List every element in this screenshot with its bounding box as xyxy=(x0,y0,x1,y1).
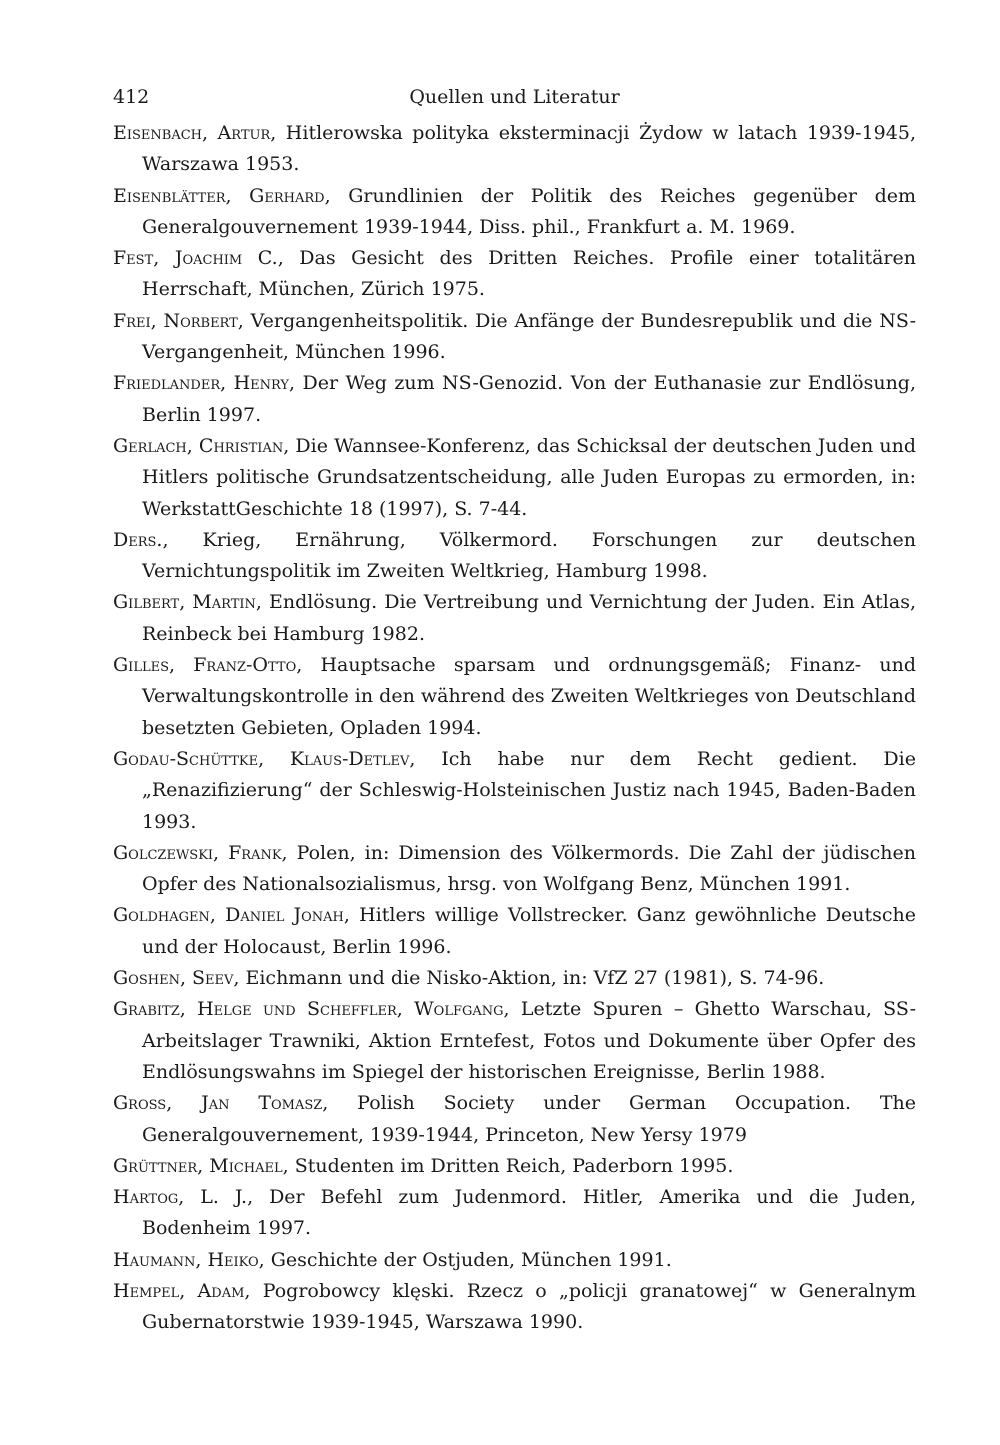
running-title: Quellen und Literatur xyxy=(409,86,620,108)
entry-text: , Ich habe nur dem Recht gedient. Die „Renazifizierung“ der Schleswig-Holsteinischen Justiz nach 1945, Baden-Baden 1993. xyxy=(142,747,916,833)
bibliography-entry xyxy=(113,1245,916,1276)
entry-text: , Eichmann und die Nisko-Aktion, in: VfZ 27 (1981), S. 74-96. xyxy=(233,967,825,990)
bibliography-entry xyxy=(113,118,916,181)
book-page xyxy=(113,78,916,1339)
entry-author: Grabitz, Helge und Scheffler, Wolfgang xyxy=(113,998,504,1021)
entry-author: Eisenblätter, Gerhard xyxy=(113,184,325,207)
bibliography-entry xyxy=(113,587,916,650)
bibliography-entry xyxy=(113,994,916,1088)
bibliography-entry xyxy=(113,525,916,588)
entry-author: Gerlach, Christian xyxy=(113,434,284,457)
entry-text: , Studenten im Dritten Reich, Paderborn 1995. xyxy=(282,1154,734,1177)
bibliography-entry xyxy=(113,181,916,244)
bibliography-entry xyxy=(113,306,916,369)
entry-author: Frei, Norbert xyxy=(113,309,238,332)
bibliography-entry xyxy=(113,431,916,525)
entry-author: Eisenbach, Artur xyxy=(113,122,271,144)
entry-text: , Geschichte der Ostjuden, München 1991. xyxy=(258,1248,672,1271)
bibliography-entry xyxy=(113,1276,916,1339)
bibliography-entry xyxy=(113,963,916,994)
page-number: 412 xyxy=(113,86,150,108)
entry-text: , Polen, in: Dimension des Völkermords. Die Zahl der jüdischen Opfer des Nationalsozialismus, hrsg. von Wolfgang Benz, München 1991. xyxy=(142,841,916,896)
bibliography-entry xyxy=(113,744,916,838)
bibliography-entry xyxy=(113,1088,916,1151)
entry-author: Goshen, Seev xyxy=(113,967,234,990)
entry-author: Friedlander, Henry xyxy=(113,372,290,395)
entry-text: , Hitlers willige Vollstrecker. Ganz gewöhnliche Deutsche und der Holocaust, Berlin 1996. xyxy=(142,904,916,958)
bibliography-entry xyxy=(113,900,916,963)
bibliography-entry xyxy=(113,838,916,901)
bibliography-entry xyxy=(113,1151,916,1182)
running-head xyxy=(113,78,916,118)
entry-author: Goldhagen, Daniel Jonah xyxy=(113,904,344,927)
entry-text: , Hauptsache sparsam und ordnungsgemäß; Finanz- und Verwaltungskontrolle in den während des Zweiten Weltkrieges von Deutschland besetzten Gebieten, Opladen 1994. xyxy=(142,654,916,739)
entry-author: Godau-Schüttke, Klaus-Detlev xyxy=(113,747,410,770)
entry-text: , Der Befehl zum Judenmord. Hitler, Amerika und die Juden, Bodenheim 1997. xyxy=(142,1186,917,1240)
entry-text: , Die Wannsee-Konferenz, das Schicksal der deutschen Juden und Hitlers politische Grundsatzentscheidung, alle Juden Europas zu ermorden, in: WerkstattGeschichte 18 (1997), S. 7-44. xyxy=(142,434,916,520)
bibliography-list xyxy=(113,118,916,1339)
entry-author: Golczewski, Frank xyxy=(113,841,282,864)
entry-text: , Polish Society under German Occupation. The Generalgouvernement, 1939-1944, Princeton, New Yersy 1979 xyxy=(142,1092,916,1146)
entry-author: Ders. xyxy=(113,528,163,551)
entry-author: Hempel, Adam xyxy=(113,1279,245,1302)
entry-author: Fest, Joachim C. xyxy=(113,247,278,270)
entry-author: Haumann, Heiko xyxy=(113,1248,259,1271)
entry-text: , Vergangenheitspolitik. Die Anfänge der Bundesrepublik und die NS-Vergangenheit, München 1996. xyxy=(142,309,916,364)
bibliography-entry xyxy=(113,1182,916,1245)
bibliography-entry xyxy=(113,650,916,744)
entry-text: , Hitlerowska polityka eksterminacji Żydow w latach 1939-1945, Warszawa 1953. xyxy=(142,122,916,176)
entry-author: Grüttner, Michael xyxy=(113,1154,283,1177)
entry-author: Gilbert, Martin xyxy=(113,591,256,614)
bibliography-entry xyxy=(113,243,916,306)
entry-author: Gilles, Franz-Otto xyxy=(113,654,297,677)
entry-text: , Krieg, Ernährung, Völkermord. Forschungen zur deutschen Vernichtungspolitik im Zweiten Weltkrieg, Hamburg 1998. xyxy=(142,528,916,583)
entry-text: , Grundlinien der Politik des Reiches gegenüber dem Generalgouvernement 1939-1944, Diss. phil., Frankfurt a. M. 1969. xyxy=(142,184,916,238)
entry-author: Hartog, L. J. xyxy=(113,1186,248,1209)
entry-text: , Der Weg zum NS-Genozid. Von der Euthanasie zur Endlösung, Berlin 1997. xyxy=(142,372,917,426)
entry-text: , Endlösung. Die Vertreibung und Vernichtung der Juden. Ein Atlas, Reinbeck bei Hamburg 1982. xyxy=(142,591,916,645)
entry-text: , Letzte Spuren – Ghetto Warschau, SS-Arbeitslager Trawniki, Aktion Erntefest, Fotos und Dokumente über Opfer des Endlösungswahns im Spiegel der historischen Ereignisse, Berlin 1988. xyxy=(142,998,916,1083)
entry-text: , Das Gesicht des Dritten Reiches. Profile einer totalitären Herrschaft, München, Zürich 1975. xyxy=(142,247,916,301)
entry-text: , Pogrobowcy klęski. Rzecz o „policji granatowej“ w Generalnym Gubernatorstwie 1939-1945, Warszawa 1990. xyxy=(142,1279,916,1334)
bibliography-entry xyxy=(113,368,916,431)
entry-author: Gross, Jan Tomasz xyxy=(113,1092,323,1115)
